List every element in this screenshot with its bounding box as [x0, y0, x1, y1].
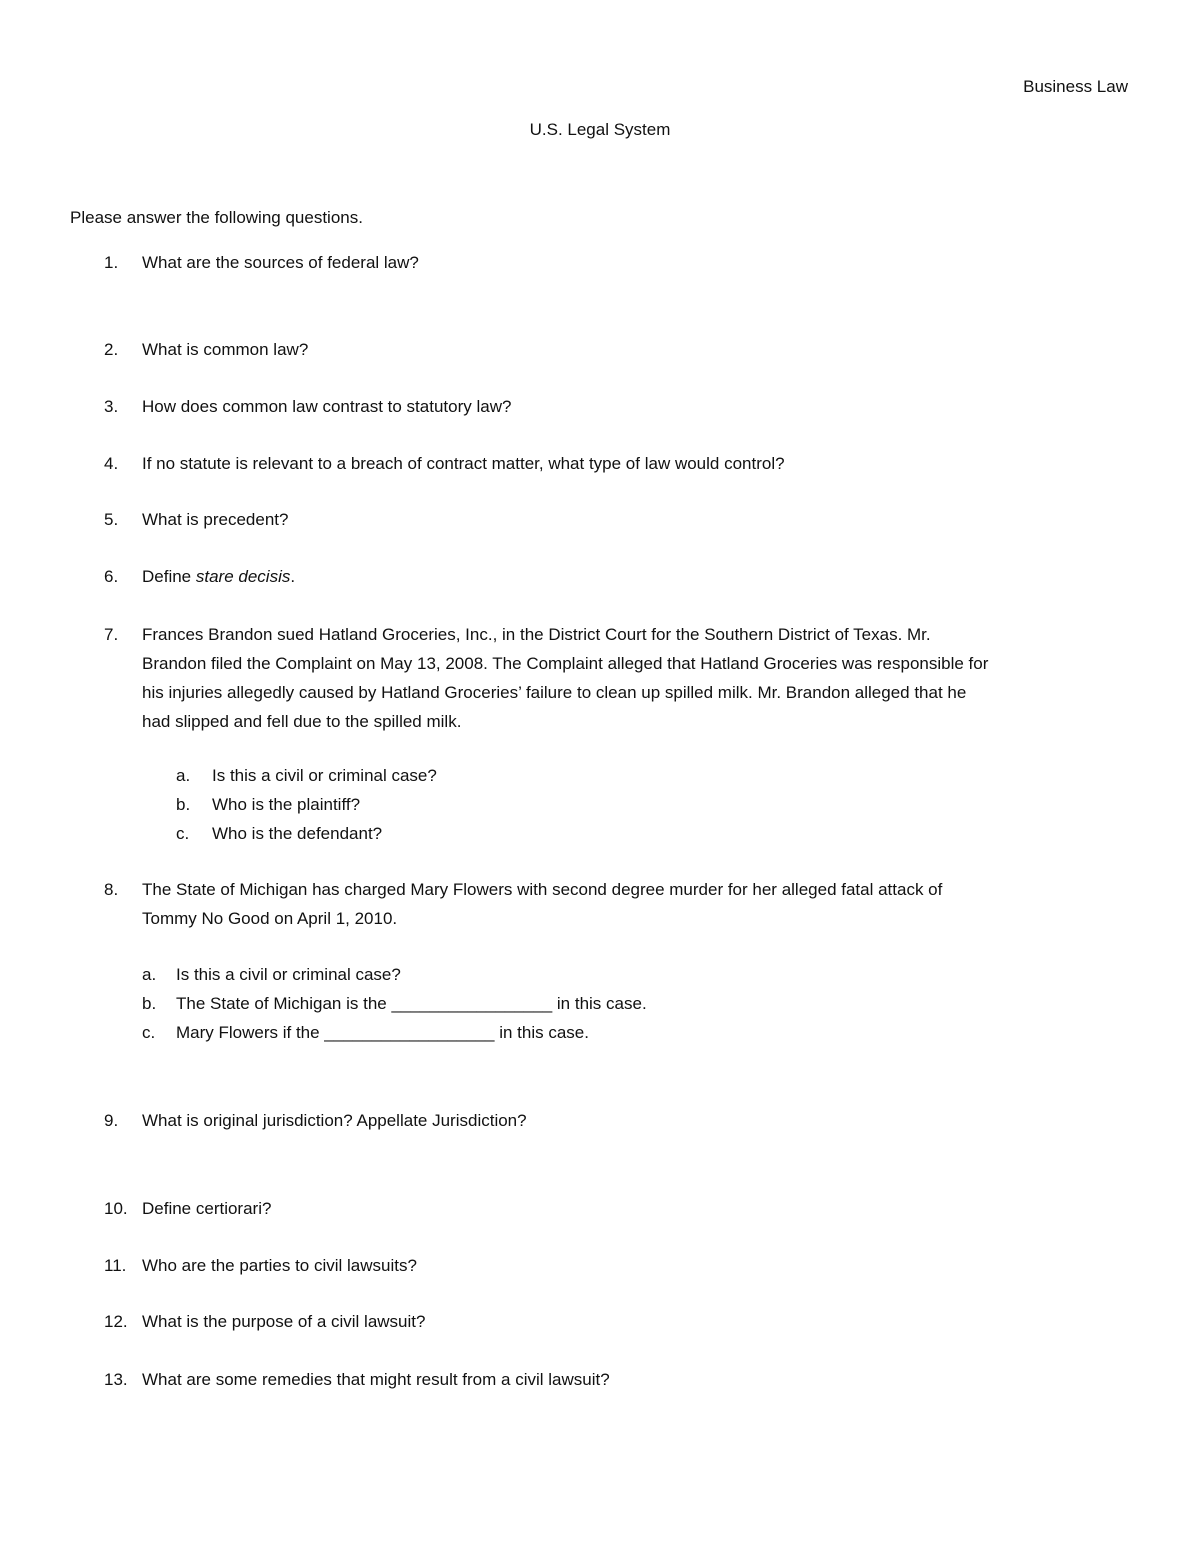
sub-text: Is this a civil or criminal case? [176, 965, 401, 984]
sub-letter: a. [176, 766, 191, 785]
sub-text: Who is the defendant? [212, 824, 383, 843]
course-header: Business Law [1023, 77, 1128, 96]
question-text: Who are the parties to civil lawsuits? [142, 1256, 417, 1275]
question-text: How does common law contrast to statutory law? [142, 397, 512, 416]
sub-text: Mary Flowers if the __________________ in this case. [176, 1023, 589, 1042]
question-text-after: . [290, 567, 296, 586]
sub-letter: b. [176, 795, 191, 814]
question-number: 9. [104, 1111, 119, 1130]
question-text: Define certiorari? [142, 1199, 272, 1218]
question-number: 8. [104, 880, 119, 899]
question-number: 4. [104, 454, 119, 473]
question-8 [70, 875, 1130, 933]
sub-letter: c. [176, 824, 190, 843]
sub-text: Is this a civil or criminal case? [212, 766, 437, 785]
question-text-before: Define [142, 567, 196, 586]
question-line: Brandon filed the Complaint on May 13, 2008. The Complaint alleged that Hatland Groceries was responsible for [142, 654, 989, 673]
sub-question-8a [142, 960, 401, 989]
italic-term: stare decisis [195, 567, 291, 586]
sub-letter: b. [142, 994, 157, 1013]
question-number: 7. [104, 625, 119, 644]
sub-letter: a. [142, 965, 157, 984]
question-text [142, 620, 1130, 736]
question-7 [70, 620, 1130, 736]
question-12 [70, 1307, 1130, 1336]
question-line: Frances Brandon sued Hatland Groceries, Inc., in the District Court for the Southern District of Texas. Mr. [142, 625, 931, 644]
question-4 [70, 449, 1130, 478]
sub-question-8b [142, 989, 647, 1018]
question-13 [70, 1365, 1130, 1394]
question-line: Tommy No Good on April 1, 2010. [142, 909, 398, 928]
sub-letter: c. [142, 1023, 156, 1042]
question-text: What are some remedies that might result from a civil lawsuit? [142, 1370, 610, 1389]
question-11 [70, 1251, 1130, 1280]
question-line: The State of Michigan has charged Mary Flowers with second degree murder for her alleged fatal attack of [142, 880, 943, 899]
question-text: What is original jurisdiction? Appellate Jurisdiction? [142, 1111, 527, 1130]
sub-text: The State of Michigan is the _________________ in this case. [176, 994, 647, 1013]
question-number: 10. [104, 1199, 128, 1218]
sub-question-7a [176, 761, 437, 790]
question-text: What is precedent? [142, 510, 289, 529]
question-text [142, 875, 1130, 933]
question-number: 11. [104, 1256, 127, 1275]
question-5 [70, 505, 1130, 534]
question-line: had slipped and fell due to the spilled milk. [142, 712, 462, 731]
sub-question-7c [176, 819, 382, 848]
question-number: 6. [104, 567, 119, 586]
question-text [142, 562, 1130, 591]
sub-question-8c [142, 1018, 589, 1047]
question-text: What is the purpose of a civil lawsuit? [142, 1312, 426, 1331]
sub-question-7b [176, 790, 360, 819]
question-3 [70, 392, 1130, 421]
question-1 [70, 248, 1130, 277]
sub-text: Who is the plaintiff? [212, 795, 361, 814]
question-10 [70, 1194, 1130, 1223]
question-number: 2. [104, 340, 119, 359]
question-6 [70, 562, 1130, 591]
question-line: his injuries allegedly caused by Hatland Groceries’ failure to clean up spilled milk. Mr. Brandon alleged that he [142, 683, 967, 702]
question-number: 12. [104, 1312, 128, 1331]
question-number: 13. [104, 1370, 128, 1389]
question-text: If no statute is relevant to a breach of contract matter, what type of law would control? [142, 454, 785, 473]
question-number: 1. [104, 253, 119, 272]
question-2 [70, 335, 1130, 364]
question-text: What are the sources of federal law? [142, 253, 419, 272]
question-number: 5. [104, 510, 119, 529]
question-text: What is common law? [142, 340, 309, 359]
document-title: U.S. Legal System [529, 120, 671, 139]
question-9 [70, 1106, 1130, 1135]
question-number: 3. [104, 397, 119, 416]
instructions: Please answer the following questions. [70, 208, 363, 227]
